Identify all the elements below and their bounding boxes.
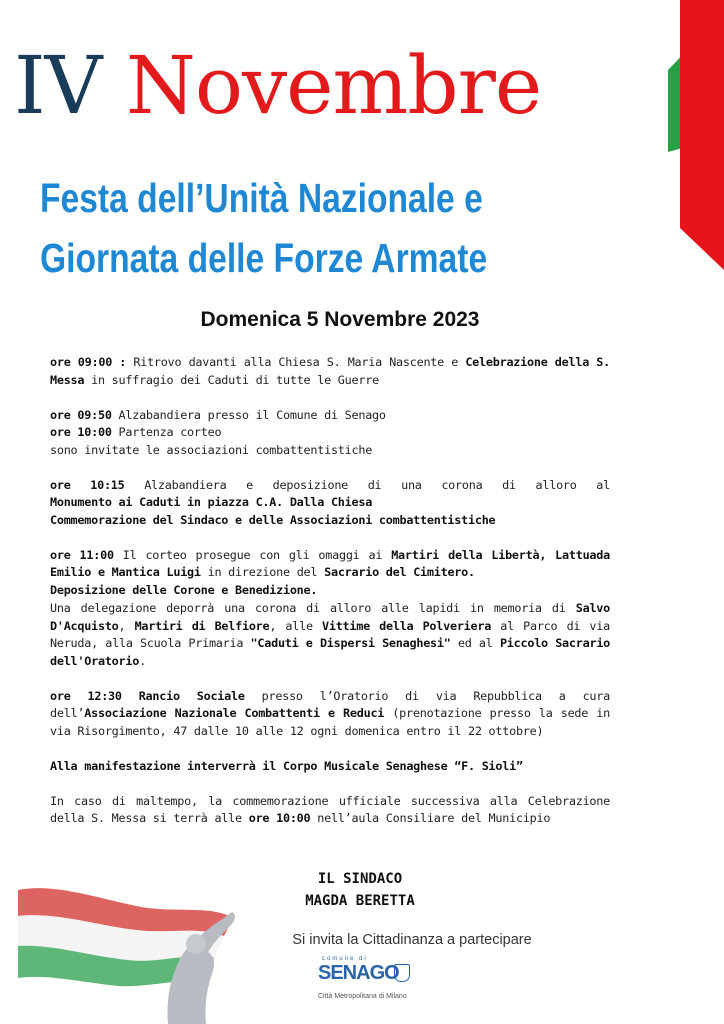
- program-item-1230: ore 12:30 Rancio Sociale presso l’Oratorio di via Repubblica a cura dell’Associazione Nazionale Combattenti e Reduci (prenotazione presso la sede in via Risorgimento, 47 dalle 10 alle 12 ogni domenica entro il 22 ottobre): [50, 688, 611, 738]
- program-item-0950: ore 09:50 Alzabandiera presso il Comune di Senago ore 10:00 Partenza corteo sono invitate le associazioni combattentistiche: [50, 407, 386, 457]
- program-item-delegation: Una delegazione deporrà una corona di alloro alle lapidi in memoria di Salvo D'Acquisto, Martiri di Belfiore, alle Vittime della Polveriera al Parco di via Neruda, alla Scuola Primaria "Caduti e Dispersi Senaghesi" ed al Piccolo Sacrario dell'Oratorio.: [50, 601, 611, 668]
- mayor-signature: [250, 868, 470, 912]
- program-item-1015: ore 10:15 Alzabandiera e deposizione di una corona di alloro al Monumento ai Caduti in piazza C.A. Dalla Chiesa Commemorazione del Sindaco e delle Associazioni combattentistiche: [50, 477, 611, 527]
- title-roman-numeral: IV: [14, 39, 102, 132]
- flag-red-band: [680, 0, 724, 270]
- citizen-invite: Si invita la Cittadinanza a partecipare: [292, 932, 532, 948]
- title-month: Novembre: [125, 39, 542, 132]
- statue-head: [186, 934, 206, 954]
- program-item-0900: ore 09:00 : Ritrovo davanti alla Chiesa S. Maria Nascente e Celebrazione della S. Messa in suffragio dei Caduti di tutte le Guerre: [50, 355, 610, 387]
- event-program: [50, 354, 610, 828]
- crest-icon: [394, 964, 410, 982]
- program-item-1100: ore 11:00 Il corteo prosegue con gli omaggi ai Martiri della Libertà, Lattuada Emilio e Mantica Luigi in direzione del Sacrario del Cimitero. Deposizione delle Corone e Benedizione.: [50, 547, 610, 597]
- logo-top-text: comune di: [322, 956, 368, 962]
- senago-logo: [312, 956, 422, 1006]
- mayor-name: MAGDA BERETTA: [305, 893, 415, 909]
- program-band-note: Alla manifestazione interverrà il Corpo Musicale Senaghese “F. Sioli”: [50, 758, 523, 773]
- subtitle-line-2: Giornata delle Forze Armate: [40, 235, 488, 281]
- italian-flag-ribbon: [594, 0, 724, 270]
- page-subtitle: [40, 168, 487, 288]
- event-date: Domenica 5 Novembre 2023: [200, 308, 480, 331]
- page-title: [14, 39, 542, 132]
- logo-subtitle: Città Metropolitana di Milano: [318, 993, 407, 1000]
- subtitle-line-1: Festa dell’Unità Nazionale e: [40, 175, 483, 221]
- statue-with-flag-illustration: [18, 882, 248, 1024]
- mayor-role: IL SINDACO: [317, 871, 403, 887]
- logo-name: SENAGO: [318, 962, 399, 984]
- program-weather-note: In caso di maltempo, la commemorazione ufficiale successiva alla Celebrazione della S. Messa si terrà alle ore 10:00 nell’aula Consiliare del Municipio: [50, 793, 610, 825]
